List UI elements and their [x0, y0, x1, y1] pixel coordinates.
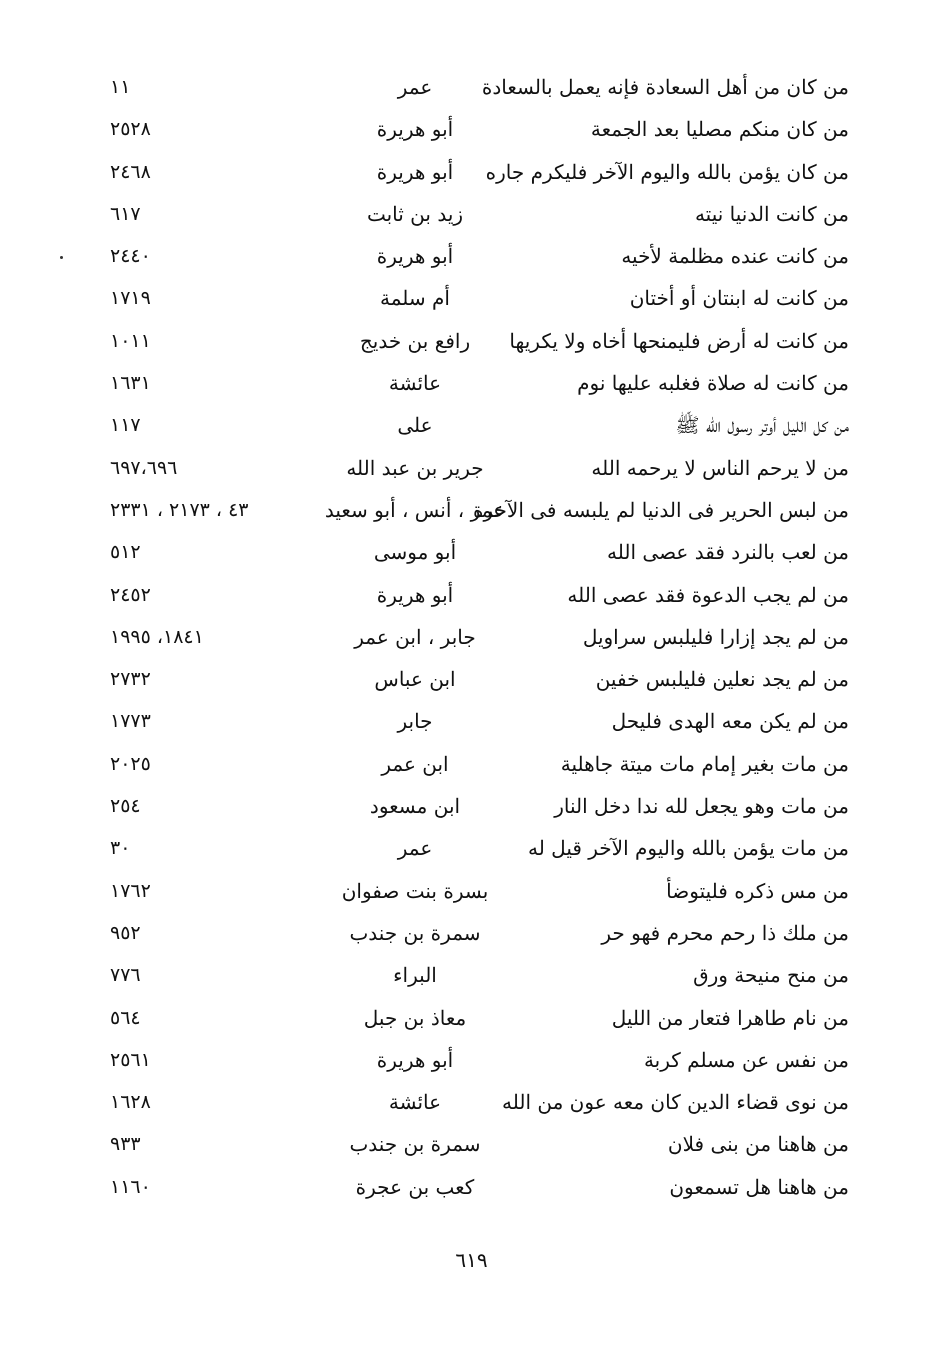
- scan-speck: [60, 256, 63, 259]
- hadith-number-cell: [110, 827, 310, 869]
- hadith-number: ١٧٦٢: [110, 879, 151, 902]
- narrator-name: البراء: [393, 963, 437, 988]
- index-entry: [0, 151, 943, 193]
- index-entry: [0, 404, 943, 446]
- hadith-text: من كان منكم مصليا بعد الجمعة: [590, 117, 849, 142]
- hadith-text: من لبس الحرير فى الدنيا لم يلبسه فى الآخرة: [473, 497, 849, 522]
- hadith-number-cell: [110, 531, 310, 573]
- index-entry: [0, 1081, 943, 1123]
- narrator-name: ابن مسعود: [369, 794, 461, 819]
- hadith-number-cell: [110, 1039, 310, 1081]
- hadith-number: ١٠١١: [110, 329, 151, 352]
- hadith-number: ٩٥٢: [110, 921, 141, 944]
- index-entry: [0, 997, 943, 1039]
- hadith-text: من منح منيحة ورق: [693, 963, 849, 988]
- index-entry: [0, 785, 943, 827]
- narrator-name: سمرة بن جندب: [349, 1132, 481, 1157]
- hadith-text: من هاهنا من بنى فلان: [667, 1132, 849, 1157]
- narrator-name: سمرة بن جندب: [349, 920, 481, 945]
- narrator-name: جابر ، ابن عمر: [354, 624, 476, 649]
- hadith-number: ٥٦٤: [110, 1006, 141, 1029]
- hadith-number-cell: [110, 193, 310, 235]
- hadith-number-cell: [110, 997, 310, 1039]
- index-entry: [0, 362, 943, 404]
- hadith-number-cell: [110, 66, 310, 108]
- hadith-number: ٢٠٢٥: [110, 752, 151, 775]
- hadith-number: ١١٦٠: [110, 1175, 151, 1198]
- hadith-number: ١٧١٩: [110, 287, 151, 310]
- hadith-number: ٢٧٣٢: [110, 668, 151, 691]
- narrator-name: زيد بن ثابت: [366, 201, 464, 226]
- narrator-name: ابن عمر: [381, 751, 449, 776]
- hadith-number-cell: [110, 404, 310, 446]
- hadith-text: من هاهنا هل تسمعون: [669, 1174, 849, 1199]
- index-entry: [0, 320, 943, 362]
- narrator-name: أم سلمة: [380, 286, 450, 311]
- hadith-number: ٦٩٧،٦٩٦: [110, 456, 178, 479]
- narrator-name: عمر: [397, 836, 433, 861]
- hadith-number-cell: [110, 489, 310, 531]
- index-entry: [0, 66, 943, 108]
- hadith-number: ١٨٤١، ١٩٩٥: [110, 625, 204, 648]
- narrator-name: عائشة: [388, 371, 442, 396]
- hadith-text: من كل الليل أوتر رسول الله ﷺ: [675, 413, 849, 438]
- hadith-number-cell: [110, 1081, 310, 1123]
- hadith-number: ٩٣٣: [110, 1133, 141, 1156]
- hadith-number-cell: [110, 362, 310, 404]
- hadith-text: من لم يكن معه الهدى فليحل: [611, 709, 849, 734]
- index-entry: [0, 616, 943, 658]
- page-number: ٦١٩: [455, 1248, 488, 1272]
- hadith-text: من نوى قضاء الدين كان معه عون من الله: [502, 1090, 849, 1115]
- hadith-text: من لا يرحم الناس لا يرحمه الله: [591, 455, 849, 480]
- hadith-number: ٣٠: [110, 837, 131, 860]
- index-entry: [0, 870, 943, 912]
- index-entry: [0, 1039, 943, 1081]
- hadith-text: من مات يؤمن بالله واليوم الآخر قيل له: [528, 836, 849, 861]
- hadith-text: من مات بغير إمام مات ميتة جاهلية: [560, 751, 849, 776]
- hadith-number-cell: [110, 785, 310, 827]
- hadith-number-cell: [110, 108, 310, 150]
- hadith-number-cell: [110, 320, 310, 362]
- hadith-text: من ملك ذا رحم محرم فهو حر: [601, 920, 849, 945]
- index-entry: [0, 489, 943, 531]
- hadith-text: من كانت له صلاة فغلبه عليها نوم: [577, 371, 849, 396]
- hadith-number: ١١٧: [110, 414, 141, 437]
- hadith-text: من كانت الدنيا نيته: [694, 201, 849, 226]
- hadith-number: ١٦٣١: [110, 372, 151, 395]
- narrator-name: جرير بن عبد الله: [346, 455, 484, 480]
- hadith-number: ١٦٢٨: [110, 1091, 151, 1114]
- hadith-text: من كانت له ابنتان أو أختان: [629, 286, 849, 311]
- narrator-name: جابر: [397, 709, 433, 734]
- index-entry: [0, 447, 943, 489]
- hadith-text: من كان يؤمن بالله واليوم الآخر فليكرم جاره: [485, 159, 849, 184]
- index-entry: [0, 700, 943, 742]
- hadith-number-cell: [110, 1166, 310, 1208]
- index-entry: [0, 912, 943, 954]
- hadith-index-list: [0, 66, 943, 1208]
- narrator-name: كعب بن عجرة: [355, 1174, 475, 1199]
- hadith-text: من لم يجد إزارا فليلبس سراويل: [582, 624, 849, 649]
- hadith-number: ٢٤٥٢: [110, 583, 151, 606]
- hadith-text: من مات وهو يجعل لله ندا دخل النار: [554, 794, 849, 819]
- hadith-text: من نام طاهرا فتعار من الليل: [611, 1005, 849, 1030]
- hadith-number-cell: [110, 912, 310, 954]
- narrator-name: ابن عباس: [374, 667, 456, 692]
- hadith-number: ٢٥٦١: [110, 1048, 151, 1071]
- narrator-name: أبو هريرة: [376, 1047, 454, 1072]
- hadith-number: ٢٤٤٠: [110, 245, 151, 268]
- narrator-name: معاذ بن جبل: [363, 1005, 467, 1030]
- hadith-text: من كان من أهل السعادة فإنه يعمل بالسعادة: [481, 75, 849, 99]
- hadith-number: ١١: [110, 76, 131, 98]
- hadith-number: ٢٥٢٨: [110, 118, 151, 141]
- index-entry: [0, 1123, 943, 1165]
- narrator-name: أبو هريرة: [376, 244, 454, 269]
- hadith-number-cell: [110, 616, 310, 658]
- hadith-number: ٤٣ ، ٢١٧٣ ، ٢٣٣١: [110, 498, 249, 521]
- index-entry: [0, 574, 943, 616]
- index-entry: [0, 193, 943, 235]
- narrator-name: بسرة بنت صفوان: [341, 878, 489, 903]
- hadith-number-cell: [110, 574, 310, 616]
- hadith-number: ١٧٧٣: [110, 710, 151, 733]
- hadith-number-cell: [110, 700, 310, 742]
- hadith-number-cell: [110, 870, 310, 912]
- index-entry: [0, 1166, 943, 1208]
- hadith-number-cell: [110, 1123, 310, 1165]
- narrator-name: رافع بن خديج: [359, 328, 471, 353]
- narrator-name: عمر ، أنس ، أبو سعيد: [324, 497, 506, 522]
- hadith-number-cell: [110, 658, 310, 700]
- hadith-number-cell: [110, 151, 310, 193]
- hadith-number: ٥١٢: [110, 541, 141, 564]
- hadith-text: من كانت عنده مظلمة لأخيه: [621, 244, 849, 269]
- hadith-text: من كانت له أرض فليمنحها أخاه ولا يكريها: [509, 328, 849, 353]
- index-entry: [0, 108, 943, 150]
- hadith-number: ٧٧٦: [110, 964, 141, 987]
- hadith-number-cell: [110, 277, 310, 319]
- hadith-number-cell: [110, 235, 310, 277]
- hadith-number: ٢٥٤: [110, 795, 141, 818]
- hadith-number-cell: [110, 954, 310, 996]
- narrator-name: عمر: [397, 75, 433, 99]
- narrator-name: على: [397, 413, 433, 438]
- narrator-name: أبو هريرة: [376, 159, 454, 184]
- index-entry: [0, 235, 943, 277]
- hadith-text: من لم يجد نعلين فليلبس خفين: [595, 667, 849, 692]
- index-entry: [0, 531, 943, 573]
- hadith-number-cell: [110, 743, 310, 785]
- narrator-name: أبو موسى: [373, 540, 457, 565]
- narrator-name: أبو هريرة: [376, 117, 454, 142]
- index-entry: [0, 658, 943, 700]
- narrator-name: أبو هريرة: [376, 582, 454, 607]
- narrator-name: عائشة: [388, 1090, 442, 1115]
- hadith-text: من لعب بالنرد فقد عصى الله: [607, 540, 849, 565]
- hadith-number: ٦١٧: [110, 202, 141, 225]
- hadith-text: من مس ذكره فليتوضأ: [666, 878, 849, 903]
- hadith-text: من لم يجب الدعوة فقد عصى الله: [567, 582, 849, 607]
- hadith-number-cell: [110, 447, 310, 489]
- index-entry: [0, 743, 943, 785]
- hadith-number: ٢٤٦٨: [110, 160, 151, 183]
- index-entry: [0, 277, 943, 319]
- index-entry: [0, 827, 943, 869]
- hadith-text: من نفس عن مسلم كربة: [643, 1047, 849, 1072]
- index-entry: [0, 954, 943, 996]
